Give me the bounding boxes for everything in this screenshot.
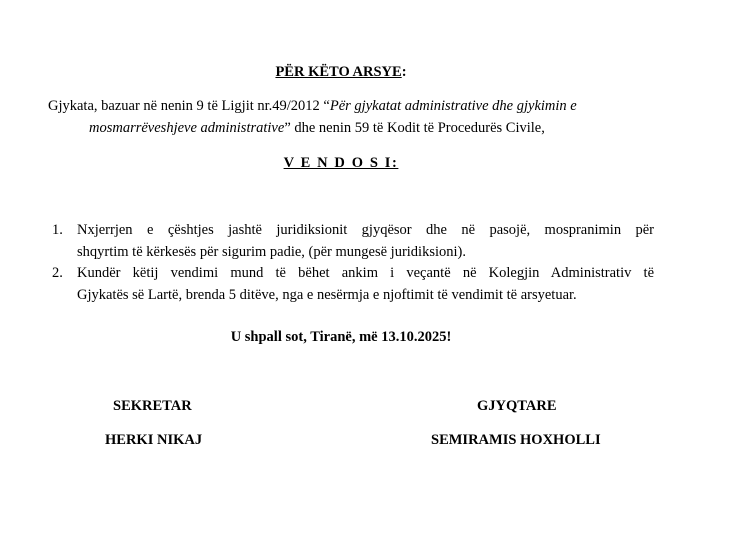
decision-heading: V E N D O S I: — [283, 155, 399, 171]
signature-right-role: GJYQTARE — [477, 398, 557, 414]
preamble-text-start: Gjykata, bazuar në nenin 9 të Ligjit nr.49/2012 “ — [48, 98, 330, 114]
item-text-line: Gjykatës së Lartë, brenda 5 ditëve, nga e nesërmja e njoftimit të vendimit të arsyetuar. — [77, 287, 577, 303]
preamble-line-1 — [48, 98, 577, 115]
heading-colon: : — [401, 64, 407, 80]
decision-list — [52, 222, 654, 312]
item-text-line: Kundër këtij vendimi mund të bëhet ankim i veçantë në Kolegjin Administrativ të — [77, 265, 654, 281]
section-heading — [0, 64, 682, 81]
heading-title: PËR KËTO ARSYE — [275, 64, 402, 80]
signature-left-role: SEKRETAR — [113, 398, 192, 414]
preamble-text-end: ” dhe nenin 59 të Kodit të Procedurës Civile, — [284, 120, 545, 136]
item-text-line: shqyrtim të kërkesës për sigurim padie, (për mungesë juridiksioni). — [77, 244, 466, 260]
item-text-line: Nxjerrjen e çështjes jashtë juridiksionit gjyqësor dhe në pasojë, mospranimin për — [77, 222, 654, 238]
signature-left-name: HERKI NIKAJ — [105, 432, 203, 448]
item-number: 2. — [52, 265, 63, 281]
item-number: 1. — [52, 222, 63, 238]
law-title-part-1: Për gjykatat administrative dhe gjykimin e — [329, 98, 577, 114]
announcement: U shpall sot, Tiranë, më 13.10.2025! — [230, 329, 452, 345]
preamble-line-2 — [89, 120, 545, 137]
signature-right-name: SEMIRAMIS HOXHOLLI — [431, 432, 601, 448]
law-title-part-2: mosmarrëveshjeve administrative — [89, 120, 285, 136]
